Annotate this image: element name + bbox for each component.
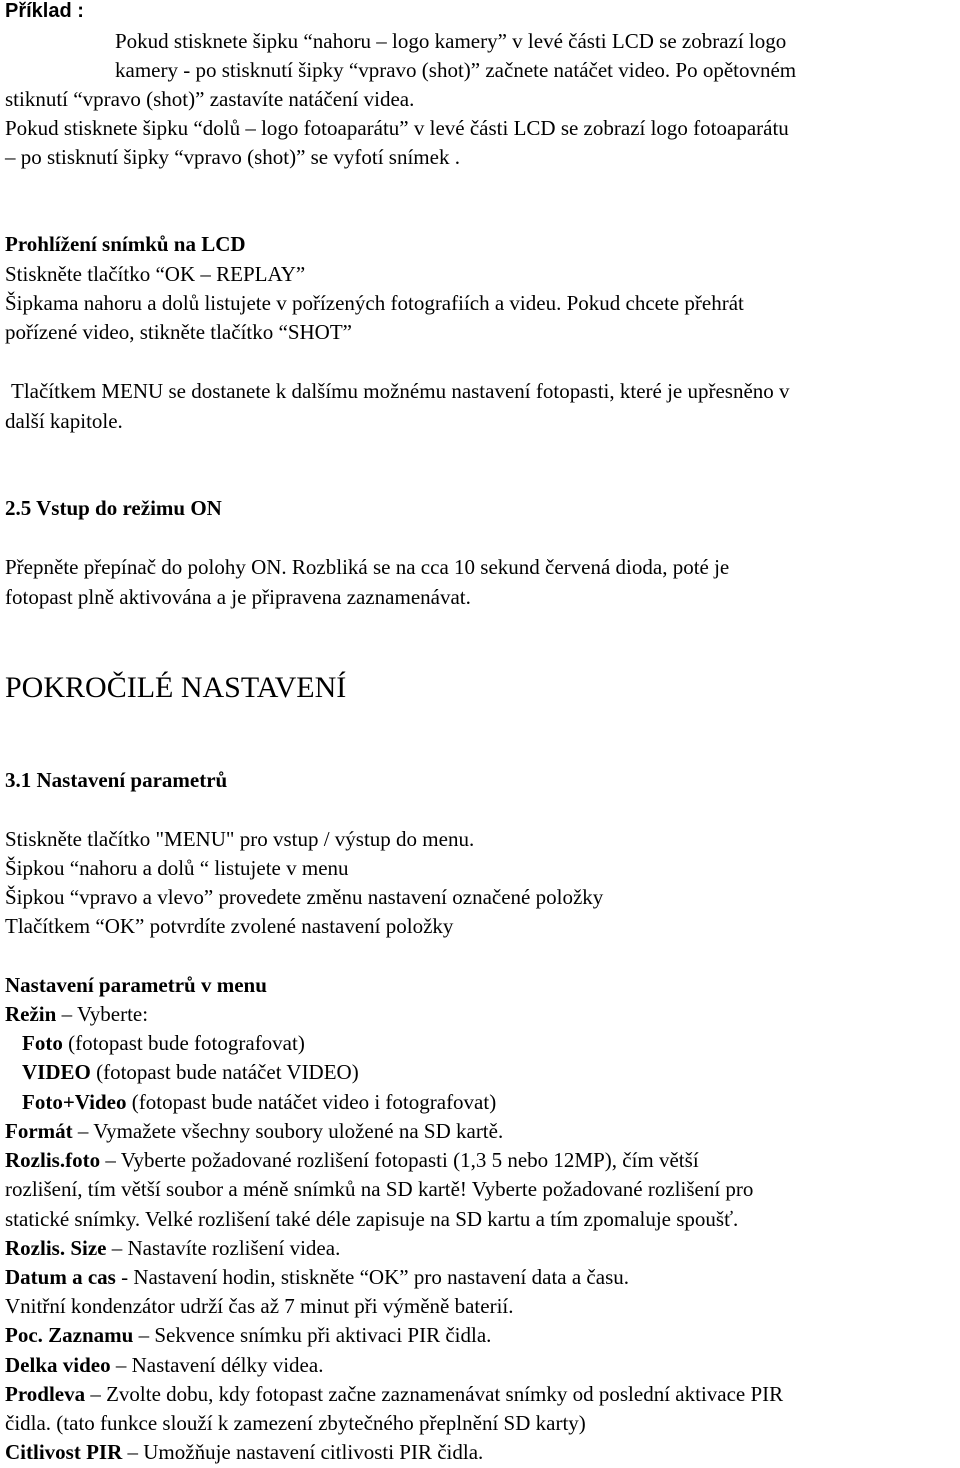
option-term: Foto [22, 1031, 63, 1055]
param-term: Delka video [5, 1353, 111, 1377]
param-term: Formát [5, 1119, 73, 1143]
param-prodleva [5, 1382, 783, 1406]
param-desc: – Zvolte dobu, kdy fotopast začne zaznamenávat snímky od poslední aktivace PIR [85, 1382, 784, 1406]
param-desc: – Vymažete všechny soubory uložené na SD kartě. [72, 1119, 504, 1143]
param-desc: – Umožňuje nastavení citlivosti PIR čidla. [122, 1440, 484, 1464]
param-continuation: Vnitřní kondenzátor udrží čas až 7 minut při výměně baterií. [5, 1294, 514, 1318]
section-2-5-line: fotopast plně aktivována a je připravena zaznamenávat. [5, 585, 471, 609]
section-3-1-line: Tlačítkem “OK” potvrdíte zvolené nastavení položky [5, 914, 454, 938]
param-citlivost [5, 1440, 483, 1464]
param-rozlis-foto [5, 1148, 699, 1172]
replay-line: pořízené video, stikněte tlačítko “SHOT” [5, 320, 352, 344]
section-3-1-line: Šipkou “vpravo a vlevo” provedete změnu nastavení označené položky [5, 885, 604, 909]
mode-option [22, 1060, 359, 1084]
replay-line: Šipkama nahoru a dolů listujete v pořízených fotografiích a videu. Pokud chcete přehrát [5, 291, 744, 315]
example-line: Pokud stisknete šipku “nahoru – logo kamery” v levé části LCD se zobrazí logo [115, 29, 787, 53]
section-3-1-line: Šipkou “nahoru a dolů “ listujete v menu [5, 856, 349, 880]
param-continuation: rozlišení, tím větší soubor a méně snímků na SD kartě! Vyberte požadované rozlišení pro [5, 1177, 754, 1201]
section-3-1-line: Stiskněte tlačítko "MENU" pro vstup / výstup do menu. [5, 827, 475, 851]
param-desc: – Vyberte: [56, 1002, 149, 1026]
replay-line: Stiskněte tlačítko “OK – REPLAY” [5, 262, 306, 286]
param-rozlis-size [5, 1236, 340, 1260]
menu-params-heading: Nastavení parametrů v menu [5, 973, 267, 997]
example-line: kamery - po stisknutí šipky “vpravo (shot)” začnete natáčet video. Po opětovném [115, 58, 797, 82]
param-continuation: statické snímky. Velké rozlišení také déle zapisuje na SD kartu a tím zpomaluje spoušť. [5, 1207, 739, 1231]
example-title: Příklad : [5, 0, 84, 22]
section-3-1-heading: 3.1 Nastavení parametrů [5, 768, 228, 792]
param-term: Rozlis.foto [5, 1148, 101, 1172]
param-term: Prodleva [5, 1382, 86, 1406]
example-line: – po stisknutí šipky “vpravo (shot)” se vyfotí snímek . [5, 145, 460, 169]
param-desc: – Vyberte požadované rozlišení fotopasti (1,3 5 nebo 12MP), čím větší [100, 1148, 699, 1172]
replay-line: Tlačítkem MENU se dostanete k dalšímu možnému nastavení fotopasti, které je upřesněno v [11, 379, 790, 403]
param-desc: – Nastavíte rozlišení videa. [106, 1236, 341, 1260]
example-line: Pokud stisknete šipku “dolů – logo fotoaparátu” v levé části LCD se zobrazí logo fotoaparátu [5, 116, 789, 140]
option-term: VIDEO [22, 1060, 91, 1084]
param-delka [5, 1353, 323, 1377]
param-desc: – Nastavení délky videa. [110, 1353, 324, 1377]
param-format [5, 1119, 503, 1143]
param-term: Režin [5, 1002, 57, 1026]
param-datum [5, 1265, 629, 1289]
param-term: Datum a cas [5, 1265, 116, 1289]
mode-option [22, 1090, 496, 1114]
option-desc: (fotopast bude natáčet video i fotografovat) [126, 1090, 497, 1114]
param-term: Poc. Zaznamu [5, 1323, 134, 1347]
param-term: Citlivost PIR [5, 1440, 123, 1464]
mode-option [22, 1031, 305, 1055]
advanced-title: POKROČILÉ NASTAVENÍ [5, 671, 347, 704]
param-term: Rozlis. Size [5, 1236, 107, 1260]
section-2-5-heading: 2.5 Vstup do režimu ON [5, 496, 222, 520]
example-line: stiknutí “vpravo (shot)” zastavíte natáčení videa. [5, 87, 415, 111]
option-desc: (fotopast bude natáčet VIDEO) [90, 1060, 359, 1084]
section-2-5-line: Přepněte přepínač do polohy ON. Rozbliká se na cca 10 sekund červená dioda, poté je [5, 555, 730, 579]
param-continuation: čidla. (tato funkce slouží k zamezení zbytečného přeplnění SD karty) [5, 1411, 586, 1435]
param-poc [5, 1323, 491, 1347]
param-desc: – Sekvence snímku při aktivaci PIR čidla. [133, 1323, 492, 1347]
replay-heading: Prohlížení snímků na LCD [5, 232, 246, 256]
option-desc: (fotopast bude fotografovat) [62, 1031, 305, 1055]
param-desc: - Nastavení hodin, stiskněte “OK” pro nastavení data a času. [115, 1265, 629, 1289]
option-term: Foto+Video [22, 1090, 127, 1114]
replay-line: další kapitole. [5, 409, 123, 433]
param-mode [5, 1002, 148, 1026]
